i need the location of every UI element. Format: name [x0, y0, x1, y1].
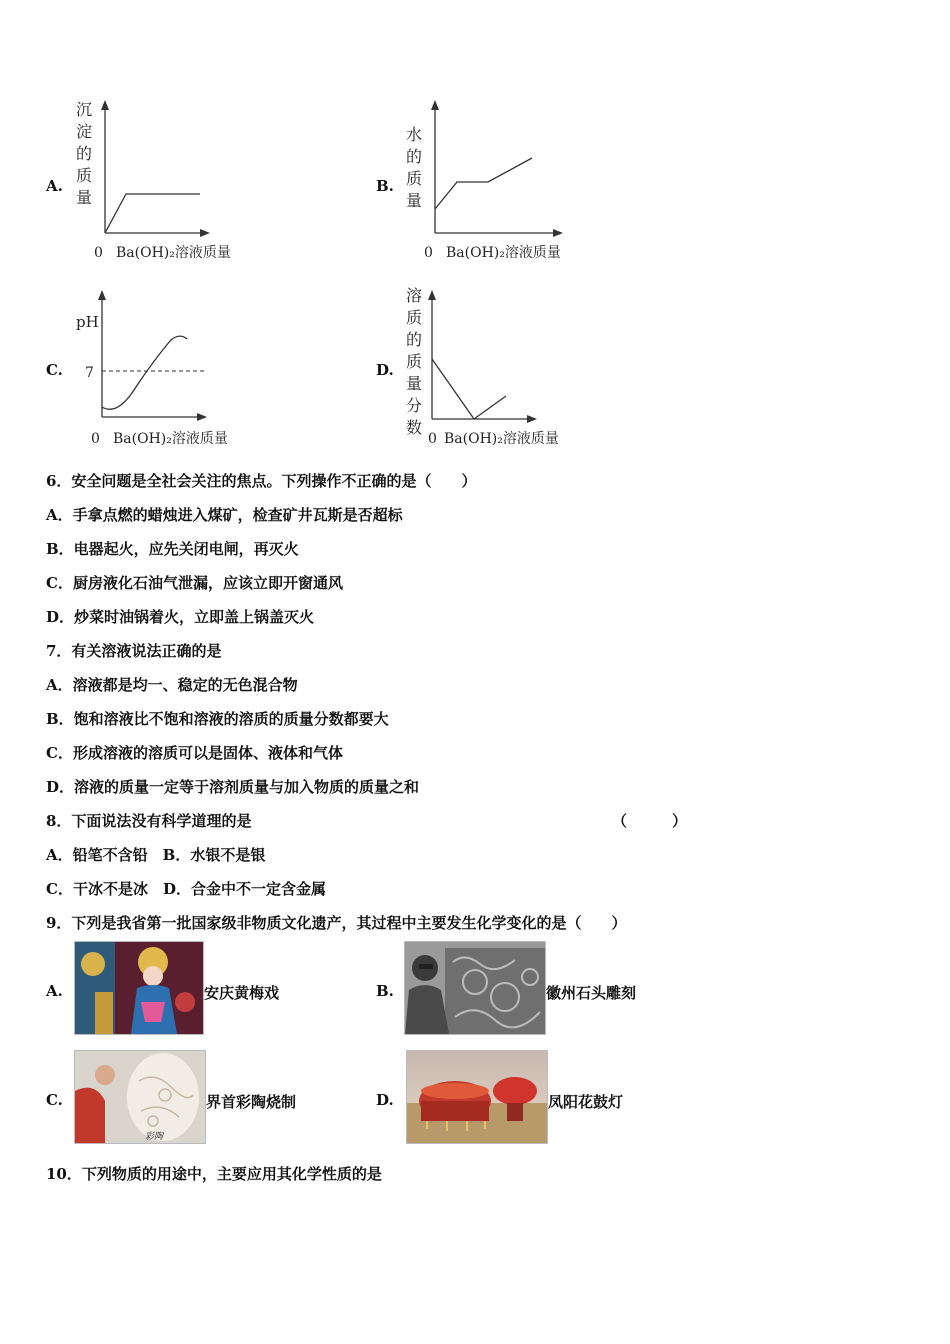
opera-photo [74, 941, 204, 1035]
graph-d-ylabel [406, 286, 422, 437]
graph-d-label: D. [376, 361, 394, 379]
question-9-stem: 9．下列是我省第一批国家级非物质文化遗产，其过程中主要发生化学变化的是（ ） [46, 914, 627, 932]
pottery-illustration [75, 1051, 205, 1143]
question-9-option-a-label: A. [46, 982, 63, 1000]
graph-b-xlabel: Ba(OH)₂溶液质量 [446, 245, 561, 261]
graph-c [70, 283, 260, 458]
question-7-stem: 7．有关溶液说法正确的是 [46, 642, 222, 660]
svg-text:分: 分 [406, 396, 423, 415]
svg-text:质: 质 [406, 352, 423, 371]
graph-c-ylabel: pH [76, 313, 99, 331]
x-axis-arrow [553, 229, 563, 237]
photo-watermark: 彩陶 [145, 1132, 164, 1142]
origin-label: 0 [91, 431, 100, 447]
origin-label: 0 [94, 245, 103, 261]
graph-c-curve [102, 336, 187, 409]
opera-photo-illustration [75, 942, 203, 1034]
graph-a [70, 95, 260, 270]
question-6-option-d: D．炒菜时油锅着火，立即盖上锅盖灭火 [46, 608, 315, 626]
graph-a-ylabel [76, 100, 92, 207]
x-axis-arrow [197, 413, 207, 421]
svg-text:淀: 淀 [76, 122, 93, 141]
question-7-option-d: D．溶液的质量一定等于溶剂质量与加入物质的质量之和 [46, 778, 420, 796]
svg-text:溶: 溶 [406, 286, 423, 305]
origin-label: 0 [428, 431, 437, 447]
question-7-option-c: C．形成溶液的溶质可以是固体、液体和气体 [46, 744, 343, 762]
question-9-option-d-caption: 凤阳花鼓灯 [548, 1093, 624, 1111]
svg-text:的: 的 [406, 147, 423, 166]
graph-a-curve [105, 194, 200, 233]
graph-b-ylabel [406, 125, 422, 210]
graph-d-curve [432, 359, 506, 419]
flower-drum-illustration [407, 1051, 547, 1143]
graph-c-xlabel: Ba(OH)₂溶液质量 [113, 431, 228, 447]
question-9-option-d-label: D. [376, 1091, 394, 1109]
question-9-option-b-caption: 徽州石头雕刻 [546, 984, 637, 1002]
x-axis-arrow [527, 415, 537, 423]
question-9-option-c-caption: 界首彩陶烧制 [206, 1093, 297, 1111]
graph-a-label: A. [46, 177, 63, 195]
svg-text:质: 质 [406, 308, 423, 327]
svg-text:量: 量 [76, 188, 93, 207]
flower-drum-photo [406, 1050, 548, 1144]
svg-text:的: 的 [76, 144, 93, 163]
svg-text:质: 质 [406, 169, 423, 188]
question-10-stem: 10．下列物质的用途中，主要应用其化学性质的是 [46, 1165, 382, 1183]
question-6-option-c: C．厨房液化石油气泄漏，应该立即开窗通风 [46, 574, 343, 592]
origin-label: 0 [424, 245, 433, 261]
svg-text:沉: 沉 [76, 100, 93, 119]
question-6-option-a: A．手拿点燃的蜡烛进入煤矿，检查矿井瓦斯是否超标 [46, 506, 403, 524]
question-6-stem: 6．安全问题是全社会关注的焦点。下列操作不正确的是（ ） [46, 472, 477, 490]
svg-text:数: 数 [406, 418, 423, 437]
question-9-option-c-label: C. [46, 1091, 63, 1109]
question-8-options-row-1: A．铅笔不含铅 B．水银不是银 [46, 846, 266, 864]
graph-c-label: C. [46, 361, 63, 379]
svg-text:质: 质 [76, 166, 93, 185]
svg-text:量: 量 [406, 374, 423, 393]
y-axis-arrow [428, 290, 436, 300]
question-6-option-b: B．电器起火，应先关闭电闸，再灭火 [46, 540, 299, 558]
graph-b-curve [435, 158, 532, 209]
svg-text:的: 的 [406, 330, 423, 349]
y-axis-arrow [98, 290, 106, 300]
svg-text:量: 量 [406, 191, 423, 210]
stone-carving-illustration [405, 942, 545, 1034]
question-8-answer-bracket: （ ） [612, 812, 688, 830]
stone-carving-photo [404, 941, 546, 1035]
question-9-option-a-caption: 安庆黄梅戏 [204, 984, 280, 1002]
graph-b-label: B. [376, 177, 394, 195]
question-8-stem: 8．下面说法没有科学道理的是 [46, 812, 252, 830]
ph7-value: 7 [85, 365, 94, 381]
graph-d [400, 283, 590, 458]
graph-b [400, 95, 590, 270]
graph-d-xlabel: Ba(OH)₂溶液质量 [444, 431, 559, 447]
svg-text:水: 水 [406, 125, 423, 144]
question-8-options-row-2: C．干冰不是冰 D．合金中不一定含金属 [46, 880, 326, 898]
question-7-option-b: B．饱和溶液比不饱和溶液的溶质的质量分数都要大 [46, 710, 389, 728]
question-7-option-a: A．溶液都是均一、稳定的无色混合物 [46, 676, 298, 694]
pottery-photo [74, 1050, 206, 1144]
y-axis-arrow [431, 100, 439, 110]
graph-a-xlabel: Ba(OH)₂溶液质量 [116, 245, 231, 261]
x-axis-arrow [200, 229, 210, 237]
question-9-option-b-label: B. [376, 982, 394, 1000]
y-axis-arrow [101, 100, 109, 110]
